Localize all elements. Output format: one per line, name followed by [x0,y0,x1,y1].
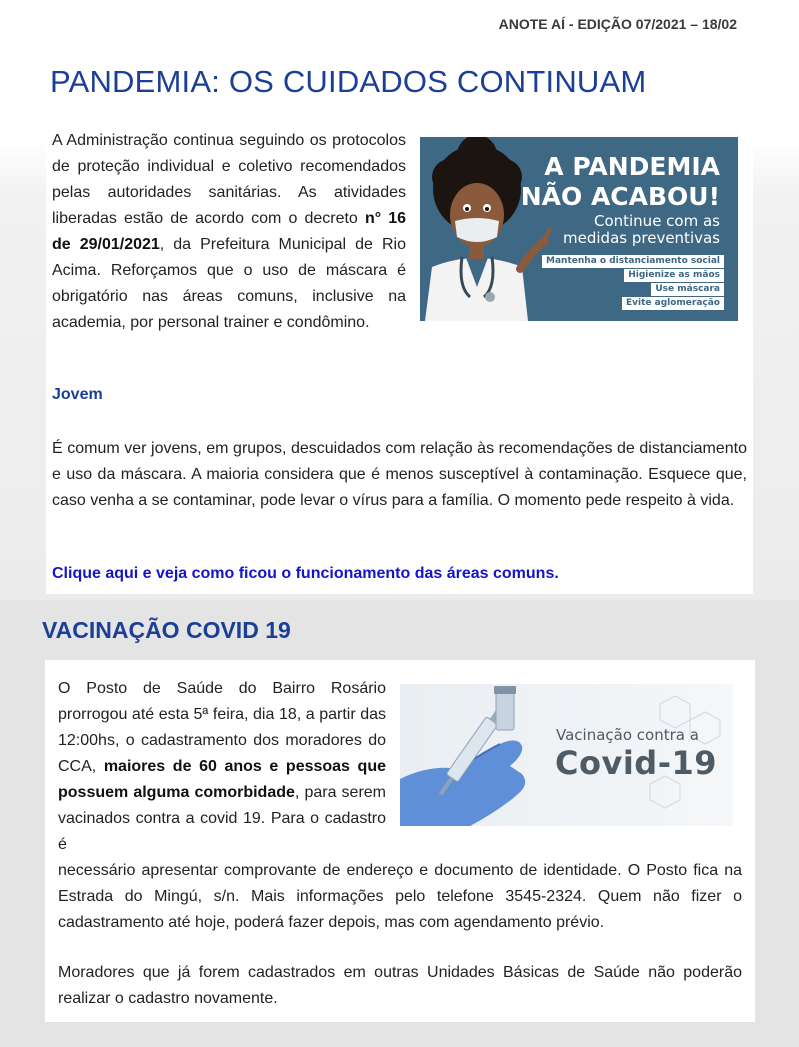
subtitle-jovem: Jovem [52,386,103,403]
paragraph-protocols-text-a: A Administração continua seguindo os protocolos de proteção individual e coletivo recomendados pelas autoridades sanitárias. As atividades liberadas estão de acordo com o decreto [52,132,406,227]
chip-higienize: Higienize as mãos [624,269,724,282]
paragraph-posto-saude [58,676,386,858]
section-title-vacinacao: VACINAÇÃO COVID 19 [42,617,291,643]
chip-mascara: Use máscara [651,283,724,296]
chip-distanciamento: Mantenha o distanciamento social [542,255,724,268]
image-text-nao-acabou: NÃO ACABOU! [520,182,720,211]
chip-aglomeracao: Evite aglomeração [622,297,724,310]
pandemia-nao-acabou-image [420,137,738,321]
paragraph-cadastro-documentos: necessário apresentar comprovante de endereço e documento de identidade. O Posto fica na Estrada do Mingú, s/n. Mais informações pelo telefone 3545-2324. Quem não fizer o cadastramento até hoje, poderá fazer depois, mas com agendamento prévio. [58,862,742,931]
image-text-vacinacao: Vacinação contra a [556,726,699,744]
image-text-continue [563,213,720,247]
section-title-pandemia: PANDEMIA: OS CUIDADOS CONTINUAM [50,64,647,99]
image-text-pandemia: A PANDEMIA [544,152,720,181]
paragraph-posto-text-b: , para serem vacinados contra a covid 19. Para o cadastro é [58,784,387,853]
areas-comuns-link[interactable]: Clique aqui e veja como ficou o funcionamento das áreas comuns. [52,565,559,582]
image-text-continue-line2: medidas preventivas [563,229,720,247]
image-text-continue-line1: Continue com as [593,212,720,230]
vacinacao-covid-image [400,684,733,826]
paragraph-protocols-text-b: , da Prefeitura Municipal de Rio Acima. Reforçamos que o uso de máscara é obrigatório nas áreas comuns, inclusive na academia, por personal [52,236,406,331]
priority-group: maiores de 60 anos e pessoas que possuem alguma comorbidade [58,758,386,801]
paragraph-posto-text-a: O Posto de Saúde do Bairro Rosário prorrogou até esta 5ª feira, dia 18, a partir das 12:00hs, o cadastramento dos moradores do CCA, [58,680,386,775]
decree-number: n° 16 de 29/01/2021 [52,210,406,253]
paragraph-protocols-text-c: trainer e condômino. [223,314,370,331]
edition-header: ANOTE AÍ - EDIÇÃO 07/2021 – 18/02 [498,16,737,32]
paragraph-outras-unidades: Moradores que já forem cadastrados em outras Unidades Básicas de Saúde não poderão realizar o cadastro novamente. [58,964,742,1007]
image-text-covid19: Covid-19 [555,744,718,782]
paragraph-jovem: É comum ver jovens, em grupos, descuidados com relação às recomendações de distanciamento e uso da máscara. A maioria considera que é menos susceptível à contaminação. Esquece que, caso venha a se contaminar, pode levar o vírus para a família. O momento pede respeito à vida. [52,440,747,509]
paragraph-protocols [52,128,406,336]
